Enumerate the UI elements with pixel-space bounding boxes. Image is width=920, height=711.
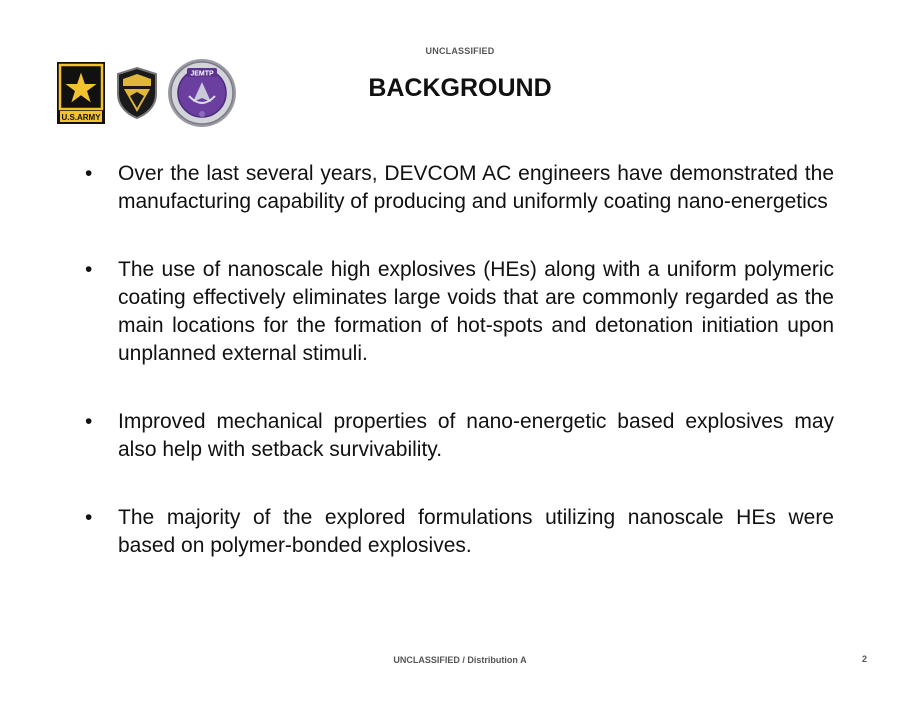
bullet-text: Improved mechanical properties of nano-energetic based explosives may also help with setback survivability.: [118, 410, 834, 461]
bullet-text: Over the last several years, DEVCOM AC engineers have demonstrated the manufacturing capability of producing and uniformly coating nano-energetics: [118, 162, 834, 213]
bullet-marker: •: [85, 258, 93, 281]
classification-header: UNCLASSIFIED: [425, 46, 495, 56]
bullet-marker: •: [85, 162, 93, 185]
jemtp-logo-text: JEMTP: [190, 70, 214, 78]
bullet-text: The majority of the explored formulations utilizing nanoscale HEs were based on polymer-bonded explosives.: [118, 506, 834, 557]
bullet-list: [82, 160, 834, 600]
bullet-item: [82, 160, 834, 216]
bullet-item: [82, 256, 834, 368]
classification-footer: UNCLASSIFIED / Distribution A: [393, 655, 527, 665]
page-title: BACKGROUND: [368, 74, 552, 102]
page-number: 2: [862, 654, 868, 664]
bullet-item: [82, 408, 834, 464]
bullet-marker: •: [85, 506, 93, 529]
bullet-text: The use of nanoscale high explosives (HEs) along with a uniform polymeric coating effectively eliminates large voids that are commonly regarded as the main locations for the formation of hot-spots and detonation initiation upon unplanned external stimuli.: [118, 258, 834, 365]
bullet-marker: •: [85, 410, 93, 433]
army-logo-text: U.S.ARMY: [61, 113, 101, 122]
bullet-item: [82, 504, 834, 560]
